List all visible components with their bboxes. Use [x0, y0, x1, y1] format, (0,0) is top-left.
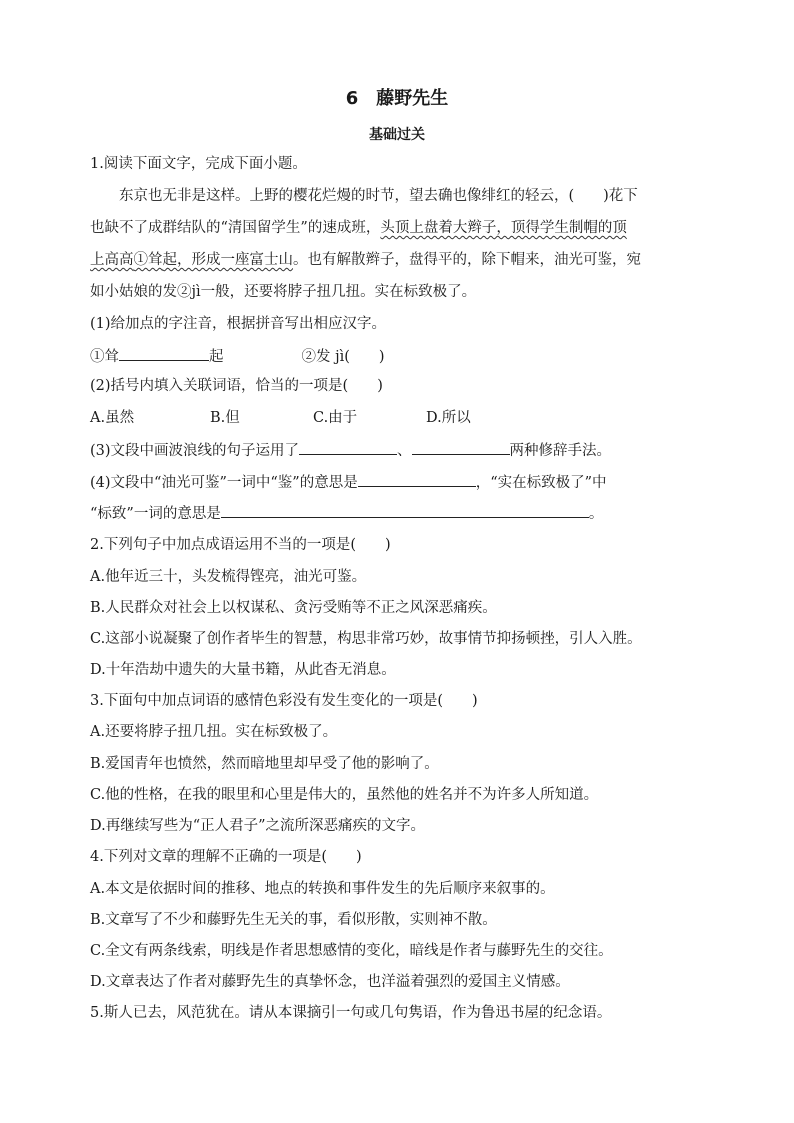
option-d[interactable]: D.所以 — [426, 410, 471, 426]
q3-option-b[interactable]: B.爱国青年也愤然，然而暗地里却早受了他的影响了。 — [90, 756, 439, 772]
q4-option-d[interactable]: D.文章表达了作者对藤野先生的真挚怀念，也洋溢着强烈的爱国主义情感。 — [90, 974, 570, 990]
q2-stem: 2.下列句子中加点成语运用不当的一项是( ) — [90, 537, 391, 553]
wavy-underlined-sentence: 头顶上盘着大辫子，顶得学生制帽的顶 — [380, 220, 627, 236]
q3-option-d[interactable]: D.再继续写些为“正人君子”之流所深恶痛疾的文字。 — [90, 818, 426, 834]
q1-stem: 1.阅读下面文字，完成下面小题。 — [90, 156, 307, 172]
q4-option-b[interactable]: B.文章写了不少和藤野先生无关的事，看似形散，实则神不散。 — [90, 912, 497, 928]
q1-sub4-line1: (4)文段中“油光可鉴”一词中“鉴”的意思是 ，“实在标致极了”中 — [90, 472, 710, 493]
q1-sub1: (1)给加点的字注音，根据拼音写出相应汉字。 — [90, 316, 387, 332]
q5-stem: 5.斯人已去，风范犹在。请从本课摘引一句或几句隽语，作为鲁迅书屋的纪念语。 — [90, 1005, 612, 1021]
answer-blank-rhetoric-2[interactable] — [412, 440, 510, 455]
q4-stem: 4.下列对文章的理解不正确的一项是( ) — [90, 849, 362, 865]
option-a[interactable]: A.虽然 — [90, 410, 135, 426]
passage-line-3: 上高高①耸起，形成一座富士山。也有解散辫子，盘得平的，除下帽来，油光可鉴，宛 — [90, 252, 641, 268]
dotted-char-song: ①耸 — [133, 252, 163, 268]
q4-option-a[interactable]: A.本文是依据时间的推移、地点的转换和事件发生的先后顺序来叙事的。 — [90, 881, 555, 897]
q3-stem: 3.下面句中加点词语的感情色彩没有发生变化的一项是( ) — [90, 693, 478, 709]
q1-sub4-line2: “标致”一词的意思是 。 — [90, 503, 710, 524]
answer-blank-jian-meaning[interactable] — [358, 472, 476, 487]
option-b[interactable]: B.但 — [210, 410, 240, 426]
page-title: 6 藤野先生 — [345, 88, 449, 109]
answer-blank-biaozhi-meaning[interactable] — [221, 503, 589, 518]
q1-sub1-answers: ①耸 起 ②发 jì( ) — [90, 346, 710, 367]
pinyin-ji: ②jì — [177, 284, 201, 300]
q2-option-d[interactable]: D.十年浩劫中遗失的大量书籍，从此杳无消息。 — [90, 662, 396, 678]
q3-option-a[interactable]: A.还要将脖子扭几扭。实在标致极了。 — [90, 724, 338, 740]
section-subtitle: 基础过关 — [369, 127, 425, 143]
passage-line-1: 东京也无非是这样。上野的樱花烂熳的时节，望去确也像绯红的轻云，( )花下 — [119, 188, 638, 204]
answer-blank-pinyin[interactable] — [119, 346, 209, 361]
q3-option-c[interactable]: C.他的性格，在我的眼里和心里是伟大的，虽然他的姓名并不为许多人所知道。 — [90, 787, 599, 803]
passage-line-2: 也缺不了成群结队的“清国留学生”的速成班，头顶上盘着大辫子，顶得学生制帽的顶 — [90, 220, 627, 236]
q4-option-c[interactable]: C.全文有两条线索，明线是作者思想感情的变化，暗线是作者与藤野先生的交往。 — [90, 943, 613, 959]
q1-sub3: (3)文段中画波浪线的句子运用了 、 两种修辞手法。 — [90, 440, 710, 461]
q1-sub2: (2)括号内填入关联词语，恰当的一项是( ) — [90, 378, 383, 394]
answer-blank-rhetoric-1[interactable] — [299, 440, 397, 455]
passage-line-4: 如小姑娘的发②jì一般，还要将脖子扭几扭。实在标致极了。 — [90, 284, 477, 300]
q2-option-a[interactable]: A.他年近三十，头发梳得铿亮，油光可鉴。 — [90, 569, 367, 585]
q1-sub2-options — [90, 408, 710, 428]
answer-hanzi-ji[interactable]: ②发 jì( ) — [301, 349, 385, 365]
option-c[interactable]: C.由于 — [313, 410, 358, 426]
q2-option-b[interactable]: B.人民群众对社会上以权谋私、贪污受贿等不正之风深恶痛疾。 — [90, 600, 497, 616]
q2-option-c[interactable]: C.这部小说凝聚了创作者毕生的智慧，构思非常巧妙，故事情节抑扬顿挫，引人入胜。 — [90, 631, 642, 647]
